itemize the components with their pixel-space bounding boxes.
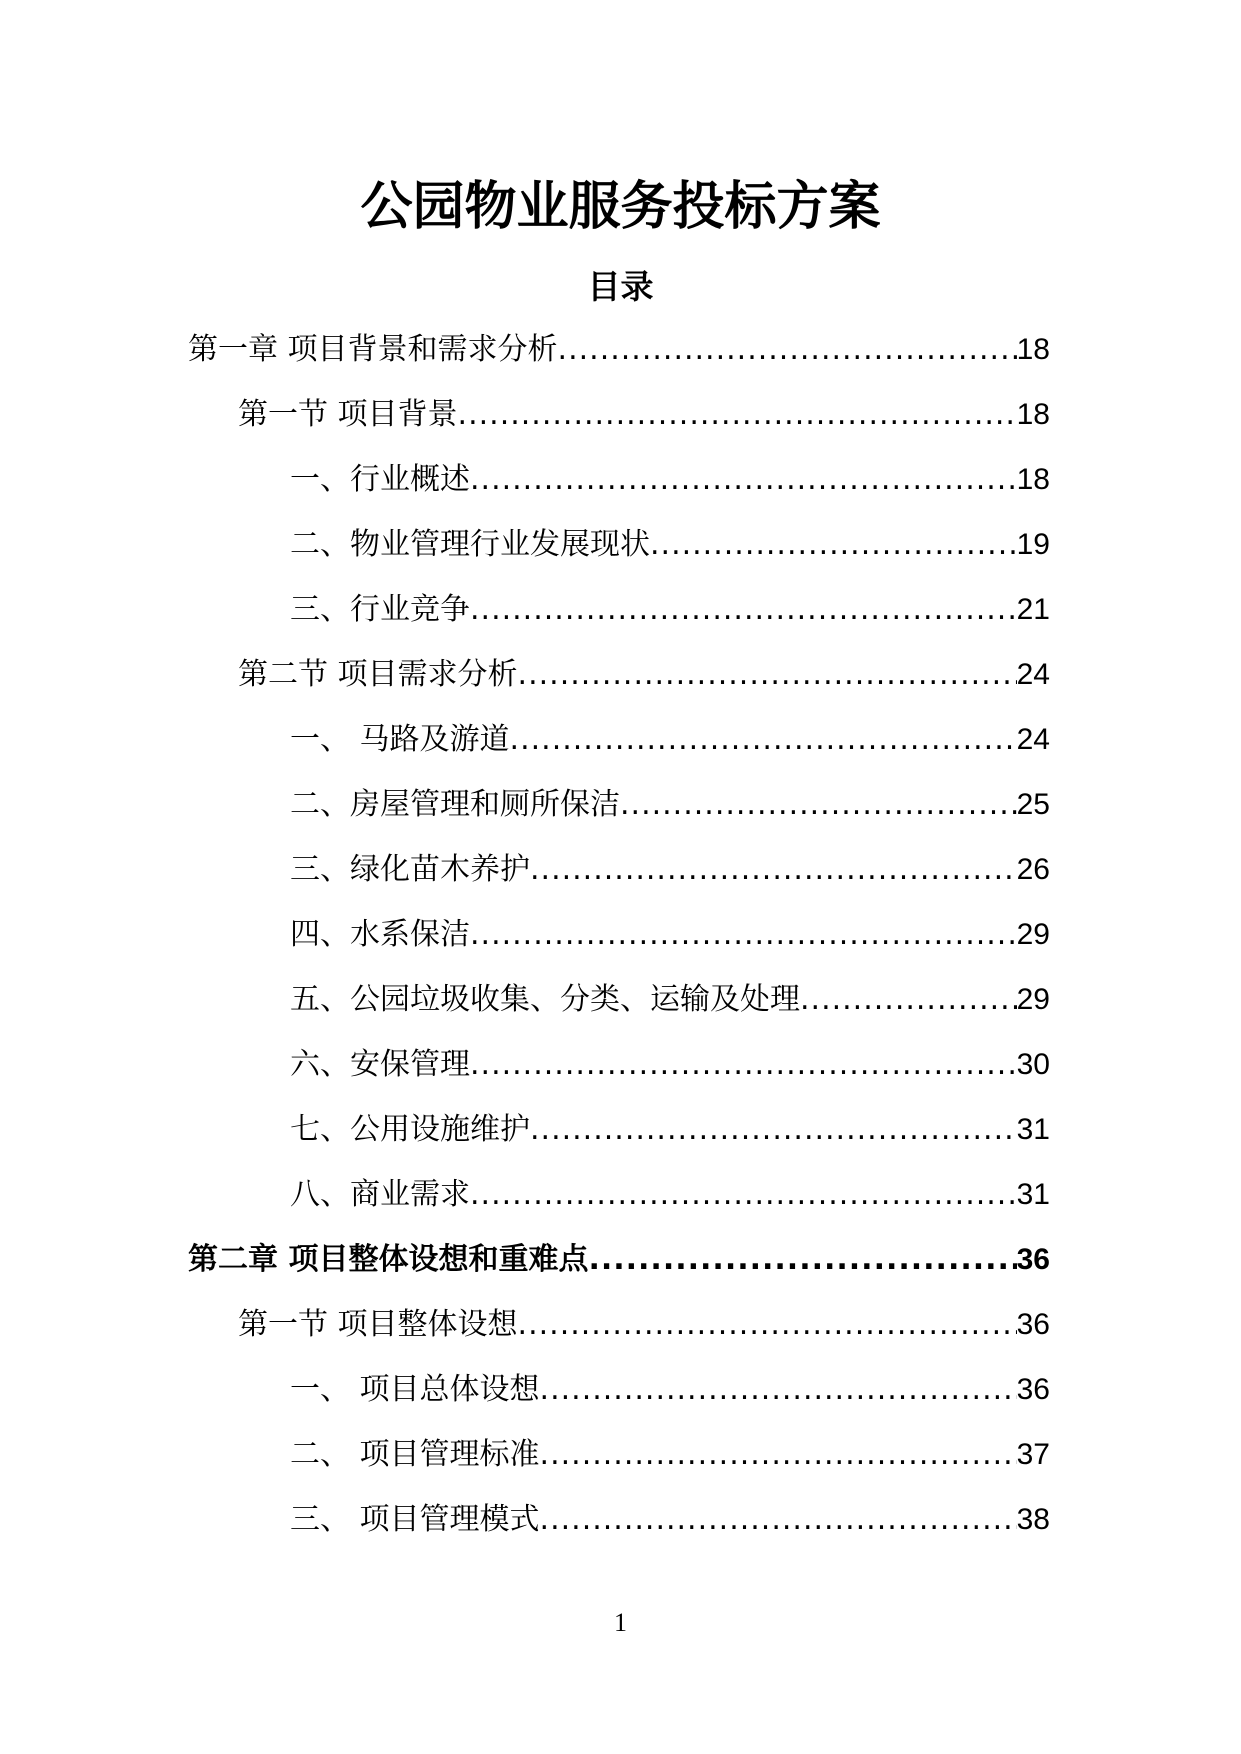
- toc-page-number: 29: [1016, 918, 1050, 951]
- toc-page-number: 18: [1016, 333, 1050, 366]
- toc-entry-text: 五、公园垃圾收集、分类、运输及处理: [290, 982, 800, 1017]
- toc-dot-leader: [540, 1370, 1017, 1410]
- toc-dot-leader: [650, 525, 1017, 565]
- toc-entry-subsection[interactable]: [188, 525, 1050, 590]
- toc-page-number: 24: [1016, 723, 1050, 756]
- toc-entry-subsection[interactable]: [188, 1045, 1050, 1110]
- toc-dot-leader: [530, 850, 1017, 890]
- toc-page-number: 25: [1016, 788, 1050, 821]
- toc-entry-text: 二、房屋管理和厕所保洁: [290, 787, 620, 822]
- toc-entry-chapter-2[interactable]: [188, 1240, 1050, 1305]
- toc-entry-text: 四、水系保洁: [290, 917, 470, 952]
- toc-entry-text: 第一节 项目整体设想: [238, 1307, 518, 1342]
- toc-entry-chapter-1[interactable]: [188, 330, 1050, 395]
- toc-dot-leader: [620, 785, 1017, 825]
- toc-entry-text: 二、 项目管理标准: [290, 1437, 540, 1472]
- toc-page-number: 31: [1016, 1113, 1050, 1146]
- toc-dot-leader: [540, 1500, 1017, 1540]
- toc-page-number: 38: [1016, 1503, 1050, 1536]
- toc-entry-text: 三、绿化苗木养护: [290, 852, 530, 887]
- toc-entry-subsection[interactable]: [188, 1435, 1050, 1500]
- toc-entry-text: 一、行业概述: [290, 462, 470, 497]
- toc-page-number: 26: [1016, 853, 1050, 886]
- toc-entry-section[interactable]: [188, 655, 1050, 720]
- toc-entry-text: 二、物业管理行业发展现状: [290, 527, 650, 562]
- toc-entry-section[interactable]: [188, 1305, 1050, 1370]
- toc-page-number: 36: [1016, 1373, 1050, 1406]
- toc-page-number: 21: [1016, 593, 1050, 626]
- toc-entry-subsection[interactable]: [188, 1110, 1050, 1175]
- toc-entry-section[interactable]: [188, 395, 1050, 460]
- toc-dot-leader: [530, 1110, 1017, 1150]
- toc-dot-leader: [470, 1175, 1017, 1215]
- toc-dot-leader: [588, 1240, 1016, 1280]
- toc-entry-subsection[interactable]: [188, 785, 1050, 850]
- toc-entry-subsection[interactable]: [188, 460, 1050, 525]
- document-title: 公园物业服务投标方案: [360, 177, 881, 237]
- toc-dot-leader: [540, 1435, 1017, 1475]
- toc-page-number: 36: [1016, 1308, 1050, 1341]
- toc-dot-leader: [470, 1045, 1017, 1085]
- table-of-contents: [188, 330, 1050, 1565]
- toc-entry-text: 第二节 项目需求分析: [238, 657, 518, 692]
- toc-entry-text: 八、商业需求: [290, 1177, 470, 1212]
- toc-dot-leader: [518, 1305, 1017, 1345]
- toc-entry-text: 七、公用设施维护: [290, 1112, 530, 1147]
- toc-entry-subsection[interactable]: [188, 1370, 1050, 1435]
- toc-heading: 目录: [587, 267, 654, 306]
- toc-page-number: 30: [1016, 1048, 1050, 1081]
- toc-entry-text: 六、安保管理: [290, 1047, 470, 1082]
- toc-dot-leader: [470, 590, 1017, 630]
- toc-page-number: 19: [1016, 528, 1050, 561]
- toc-entry-subsection[interactable]: [188, 850, 1050, 915]
- toc-entry-text: 一、 项目总体设想: [290, 1372, 540, 1407]
- toc-entry-text: 三、行业竞争: [290, 592, 470, 627]
- toc-entry-text: 第二章 项目整体设想和重难点: [188, 1242, 589, 1277]
- toc-entry-subsection[interactable]: [188, 1500, 1050, 1565]
- toc-entry-subsection[interactable]: [188, 720, 1050, 785]
- toc-entry-subsection[interactable]: [188, 1175, 1050, 1240]
- toc-page-number: 31: [1016, 1178, 1050, 1211]
- toc-entry-text: 第一章 项目背景和需求分析: [188, 332, 558, 367]
- toc-dot-leader: [558, 330, 1017, 370]
- toc-page-number: 37: [1016, 1438, 1050, 1471]
- toc-dot-leader: [510, 720, 1017, 760]
- toc-entry-text: 三、 项目管理模式: [290, 1502, 540, 1537]
- toc-entry-text: 第一节 项目背景: [238, 397, 458, 432]
- toc-page-number: 18: [1016, 463, 1050, 496]
- toc-entry-subsection[interactable]: [188, 915, 1050, 980]
- toc-page-number: 36: [1016, 1243, 1050, 1276]
- toc-dot-leader: [470, 915, 1017, 955]
- toc-dot-leader: [470, 460, 1017, 500]
- toc-page-number: 29: [1016, 983, 1050, 1016]
- toc-entry-subsection[interactable]: [188, 980, 1050, 1045]
- toc-entry-text: 一、 马路及游道: [290, 722, 510, 757]
- toc-page-number: 24: [1016, 658, 1050, 691]
- toc-dot-leader: [800, 980, 1017, 1020]
- toc-entry-subsection[interactable]: [188, 590, 1050, 655]
- page-number: 1: [614, 1608, 627, 1637]
- toc-dot-leader: [458, 395, 1017, 435]
- toc-dot-leader: [518, 655, 1017, 695]
- toc-page-number: 18: [1016, 398, 1050, 431]
